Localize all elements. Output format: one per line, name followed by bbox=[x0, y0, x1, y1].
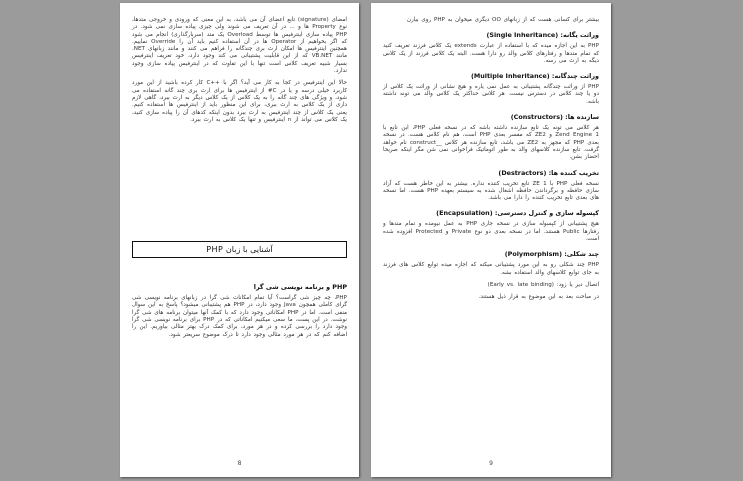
chapter-title-box: آشنایی با زبان PHP bbox=[132, 241, 347, 258]
section-heading-constructors: سازنده ها: (Constructors) bbox=[510, 113, 599, 122]
paragraph: PHP به این اجازه میده که با استفاده از عبارت extends یک کلاس فرزند تعریف کنید که تمام متدها و رفتارهای کلاس والد رو دارا هست. البته یک کلاس فرزند از یک کلاس دیگه به ارث می رسه. bbox=[383, 43, 599, 64]
late-binding-line: اتصال دیر یا زود: (Early vs. late binding) bbox=[487, 281, 599, 288]
paragraph: هیچ پشتیبانی از کپسوله سازی در نسخه جاری PHP به عمل نیومده و تمام متدها و رفتارها Public هستند. اما در نسخه بعدی دو نوع Private و Protected افزوده شده است. bbox=[383, 221, 599, 243]
paragraph: امضای (signature) تابع اعضای آن می باشد، به این معنی که ورودی و خروجی متدها، نوع Property ها و ... در آن تعریف می شوند ولی چیزی پیاده سازی نمی شود. در PHP پیاده سازی اینترفیس ها توسط Overload یک متد (سربارگذاری) انجام می شود که اگر بخواهیم از Operator ها در آن استفاده کنیم باید آن را Override نماییم. همچنین اینترفیس ها امکان ارث بری چندگانه را فراهم می کنند و مانند زبانهای NET. مانند VB.NET که از این قابلیت پشتیبانی می کند وجود دارد، خود تعریف اینترفیس بسیار شبیه تعریف کلاس است تنها با این تفاوت که در اینترفیس پیاده سازی وجود ندارد. bbox=[132, 17, 347, 75]
paragraph: PHP، چه چیز شی گراست؟ آیا تمام امکانات شی گرا در زبانهای برنامه نویسی شی گرای کاملی همچون Java وجود دارد، در PHP هم پشتیبانی میشود؟ پاسخ به این سوال منفی است. اما در PHP امکاناتی وجود دارد که با کمک آنها میتوان برنامه های شی گرا نوشت. در این پست، ما سعی میکنیم امکاناتی که در PHP برای برنامه نویسی شی گرا وجود دارد را بررسی کرده و در هر مورد، برای کمک درک بهتر مثالی بیاوریم. این را اضافه کنم که در هر مورد مثالی وجود دارد تا درک موضوع سریعتر شود. bbox=[132, 295, 348, 338]
section-heading-destructors: تخریب کننده ها: (Destractors) bbox=[498, 168, 599, 177]
section-heading-polymorphism: چند شکلی: (Polymorphism) bbox=[504, 250, 599, 259]
section-heading: PHP و برنامه نویسی شی گرا bbox=[253, 283, 347, 292]
intro-paragraph: بیشتر برای کسانی هست که از زبانهای OO دیگری میخوان به PHP روی بیارن bbox=[406, 17, 599, 23]
closing-line: در مباحث بعد به این موضوع به قرار ذیل هستند. bbox=[478, 294, 599, 301]
section-heading-encapsulation: کپسوله سازی و کنترل دسترسی: (Encapsulation) bbox=[436, 209, 599, 218]
paragraph: هر کلاس می تونه یک تابع سازنده داشته باشه که در نسخه فعلی PHP، این تابع با Zend Engine 1 و ZE2 که مفسر بعدی PHP است، هم نام کلاس هست. در نسخه بعدی PHP که مجهز به ZE2 می باشد، تابع سازنده هر کلاس __construct نام خواهد گرفت. تابع سازنده کلاسهای والد به طور اتوماتیک فراخوانی نمی شن مگر اینکه صریحا احضار بشن. bbox=[383, 125, 599, 161]
left-page bbox=[120, 3, 359, 477]
section-heading-multiple-inheritance: وراثت چندگانه: (Multiple Inheritance) bbox=[470, 72, 599, 81]
paragraph: حالا این اینترفیس در کجا به کار می آید؟ اگر با ++C کار کرده باشید از این مورد کاربرد خیلی درسه و یا در C# از اینترفیس ها برای ارث بری چند گانه استفاده می شود، و ویژگی های چند گانه را به یک کلاس از یک کلاس دیگر به ارث ببرد، گاهی لازم داری از یک کلاس به ارث ببری، برای این منظور باید از اینترفیس ها استفاده کنیم. یعنی یک کلاس از چند اینترفیس به ارث ببرد بدون اینکه کدهای آن را پیاده سازی کنید، یک کلاس می تواند از n اینترفیس و تنها یک کلاس به ارث ببرد. bbox=[132, 80, 347, 123]
paragraph: PHP چند شکلی رو به این مورد پشتیبانی میکنه که اجازه میده توابع کلاس های فرزند به جای توابع کلاسهای والد استفاده بشه. bbox=[383, 262, 599, 276]
paragraph: نسخه فعلی PHP با ZE 1 تابع تخریب کننده نداره. بیشتر به این خاطر هست که آزاد سازی حافظه و برگرداندن حافظه اشغال شده به سیستم بعهده PHP هست. اما نسخه های بعدی تابع تخریب کننده را دارا می باشد. bbox=[383, 180, 599, 202]
paragraph: PHP از وراثت چندگانه پشتیبانی به عمل نمی یاره و هیچ نشانی از وراثت یک کلاس از دو یا چند کلاس در دسترس نیست. هر کلاس حداکثر یک کلاس والد می تونه داشته باشه. bbox=[383, 84, 599, 105]
section-heading-single-inheritance: وراثت یگانه: (Single Inheritance) bbox=[486, 31, 599, 40]
spacer bbox=[132, 258, 347, 276]
spacer bbox=[132, 129, 347, 241]
page-number: 9 bbox=[489, 460, 493, 467]
page-number: 8 bbox=[237, 460, 242, 467]
right-page bbox=[371, 3, 611, 477]
